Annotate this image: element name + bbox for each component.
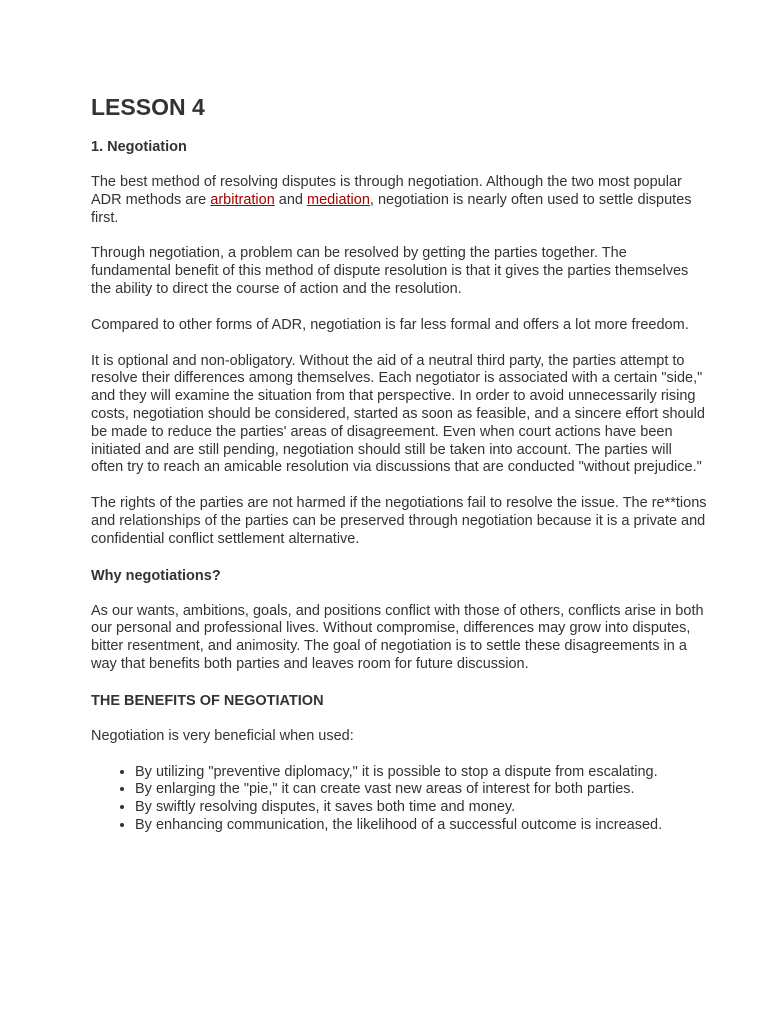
section-heading-negotiation: 1. Negotiation [91, 139, 187, 155]
section-heading-why: Why negotiations? [91, 567, 221, 584]
list-item: • By enhancing communication, the likelihood of a successful outcome is increased. [135, 817, 708, 835]
mediation-link[interactable]: mediation [307, 191, 370, 208]
paragraph-benefit: Through negotiation, a problem can be resolved by getting the parties together. The fundamental benefit of this method of dispute resolution is that it gives the parties themselves the ability to direct the course of action and the resolution. [91, 245, 689, 297]
list-item: • By utilizing "preventive diplomacy," it is possible to stop a dispute from escalating. [135, 764, 708, 782]
benefits-list [91, 764, 708, 835]
paragraph-benefits-intro: Negotiation is very beneficial when used: [91, 727, 354, 744]
paragraph-why: As our wants, ambitions, goals, and positions conflict with those of others, conflicts arise in both our personal and professional lives. Without compromise, differences may grow into disputes, bitter resentment, and animosity. The goal of negotiation is to settle these disagreements in a way that benefits both parties and leaves room for future discussion. [91, 602, 704, 672]
paragraph-formality: Compared to other forms of ADR, negotiation is far less formal and offers a lot more freedom. [91, 316, 689, 333]
arbitration-link[interactable]: arbitration [210, 191, 275, 208]
paragraph-intro-text-end: , negotiation is nearly often used to settle disputes first. [91, 191, 692, 226]
lesson-title: LESSON 4 [91, 94, 205, 120]
list-item: • By enlarging the "pie," it can create vast new areas of interest for both parties. [135, 781, 708, 799]
paragraph-intro-text-start: The best method of resolving disputes is through negotiation. Although the two most popular ADR methods are [91, 174, 682, 208]
paragraph-intro [91, 174, 708, 227]
paragraph-optional: It is optional and non-obligatory. Without the aid of a neutral third party, the parties attempt to resolve their differences among themselves. Each negotiator is associated with a certain "side," and they will examine the situation from that perspective. In order to avoid unnecessarily rising costs, negotiation should be considered, started as soon as feasible, and a sincere effort should be made to reduce the parties' areas of disagreement. Even when court actions have been initiated and are still pending, negotiation should still be taken into account. The parties will often try to reach an amicable resolution via discussions that are conducted "without prejudice." [91, 352, 705, 476]
section-heading-benefits: THE BENEFITS OF NEGOTIATION [91, 692, 324, 709]
list-item: • By swiftly resolving disputes, it saves both time and money. [135, 799, 708, 817]
paragraph-intro-text-middle: and [274, 191, 308, 208]
paragraph-rights: The rights of the parties are not harmed if the negotiations fail to resolve the issue. The re**tions and relationships of the parties can be preserved through negotiation because it is a private and confidential conflict settlement alternative. [91, 495, 707, 547]
